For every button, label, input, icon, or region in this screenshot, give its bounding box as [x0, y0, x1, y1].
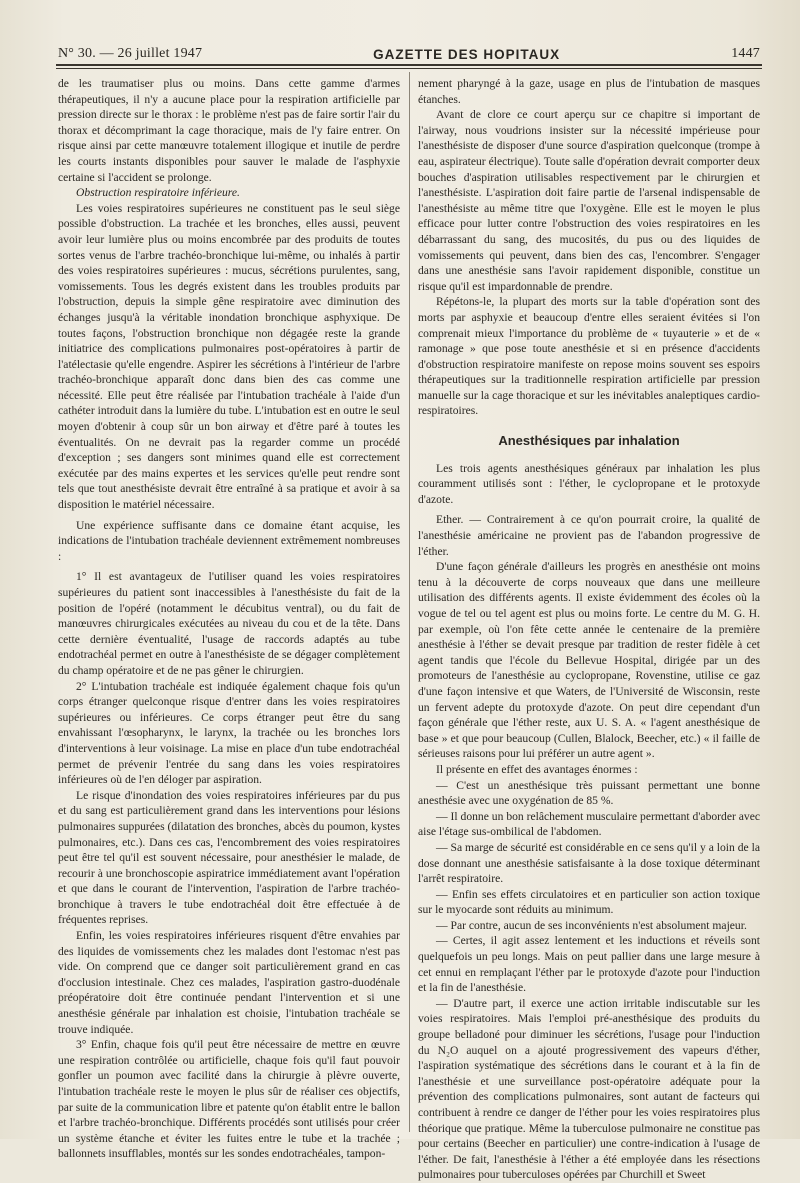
paragraph: Le risque d'inondation des voies respiratoires inférieures par du pus et du sang est particulièrement grand dans les interventions pour lésions pulmonaires suppurées (dilatation des bronches, abcès du poumon, kystes pulmonaires, etc.). Dans ces cas, l'encombrement des voies respiratoires peut être tel qu'il est souvent nécessaire, pour anesthésier le malade, de recourir à une bronchoscopie aspiratrice immédiatement avant l'opération et que dans le courant de l'intervention, l'aspiration de l'arbre trachéo-bronchique à travers le tube endotrachéal doit être effectuée à de fréquentes reprises.	[58, 788, 400, 927]
paragraph: Il présente en effet des avantages énormes :	[436, 762, 638, 776]
paragraph: Les trois agents anesthésiques généraux par inhalation les plus couramment utilisés sont : l'éther, le cyclopropane et le protoxyde d'azote.	[418, 461, 760, 506]
list-item: — D'autre part, il exerce une action irritable indiscutable sur les voies respiratoires. Mais l'emploi pré-anesthésique des produits du groupe belladoné pour diminuer les sécrétions, l'usage pour l'induction du N₂O auquel on a ajouté progressivement des vapeurs d'éther, l'aspiration systématique des sécrétions dans le courant et à la fin de l'anesthésie et une surveillance post-opératoire adéquate pour la prévention des complications pulmonaires, sont autant de facteurs qui contribuent à rendre ce danger de l'éther pour les voies respiratoires plus théorique que pratique. Même la tuberculose pulmonaire ne constitue pas pour certains (Beecher en particulier) une contre-indication à l'usage de l'éther. De fait, l'anesthésie à l'éther a été employée dans les résections pulmonaires pour tuberculoses opérées par Churchill et Sweet	[418, 996, 760, 1182]
column-divider	[409, 72, 410, 1132]
paragraph: Une expérience suffisante dans ce domaine étant acquise, les indications de l'intubation trachéale deviennent extrêmement nombreuses :	[58, 518, 400, 563]
paragraph: Enfin, les voies respiratoires inférieures risquent d'être envahies par des liquides de vomissements chez les malades dont l'estomac n'est pas vide. On comprend que ce danger soit particulièrement grand en cas d'occlusion intestinale. Chez ces malades, l'aspiration gastro-duodénale préopératoire doit être continuée pendant l'intervention et si une anesthésie générale par inhalation est choisie, l'intubation trachéale se trouve indiquée.	[58, 929, 400, 1036]
journal-title: GAZETTE DES HOPITAUX	[373, 47, 561, 62]
paragraph: Les voies respiratoires supérieures ne constituent pas le seul siège possible d'obstruction. La trachée et les bronches, elles aussi, peuvent avoir leur lumière plus ou moins encombrée par des produits de toutes sortes venus de l'arbre trachéo-bronchique lui-même, ou inhalés à partir des voies respiratoires supérieures : mucus, sécrétions purulentes, sang, vomissements. Tous les degrés existent dans les troubles produits par l'obstruction, depuis la simple gêne respiratoire avec diminution des échanges jusqu'à la véritable inondation bronchique asphyxique. De toutes façons, l'obstruction bronchique non dégagée reste la grande initiatrice des complications pulmonaires post-opératoires à partir de l'atélectasie qu'elle engendre. Aspirer les sécrétions à l'intérieur de l'arbre trachéo-bronchique apparaît donc dans bien des cas comme une nécessité. Elle peut être réalisée par l'intubation trachéale à l'aide d'un cathéter introduit dans la lumière du tube. L'intubation est en outre le seul moyen d'obtenir à coup sûr un bon airway et d'être paré à toutes les éventualités. On ne devrait pas la regarder comme un procédé d'exception ; ses dangers sont minimes quand elle est correctement exécutée par des mains expertes et les services qu'elle peut rendre sont tels que tout anesthésiste devrait être entraîné à sa pratique et avoir à sa disposition le matériel nécessaire.	[58, 201, 400, 512]
paragraph: 2° L'intubation trachéale est indiquée également chaque fois qu'un corps étranger quelconque risque d'entrer dans les voies respiratoires supérieures ou inférieures. Ce corps étranger peut être du sang envahissant l'œsopharynx, le larynx, la trachée ou les bronches lors d'interventions à leur voisinage. La mise en place d'un tube endotrachéal permet de prévenir l'entrée du sang dans les voies respiratoires inférieures où de l'en déloger par aspiration.	[58, 679, 400, 787]
right-column	[418, 76, 760, 1182]
section-title: Anesthésiques par inhalation	[498, 433, 680, 449]
list-item: — Sa marge de sécurité est considérable en ce sens qu'il y a loin de la dose donnant une anesthésie satisfaisante à la dose toxique déterminant l'arrêt respiratoire.	[418, 840, 760, 886]
paragraph: de les traumatiser plus ou moins. Dans cette gamme d'armes thérapeutiques, il n'y a aucune place pour la respiration artificielle par pression directe sur le thorax : le problème n'est pas de faire sortir l'air du thorax et décomprimant la cage thoracique, mais de l'y faire entrer. On risque ainsi par cette manœuvre totalement illogique et inutile de perdre les courts instants disponibles pour sauver le malade de l'asphyxie certaine si l'accident se prolonge.	[58, 77, 400, 184]
header-rule-thin	[56, 68, 762, 69]
page-number: 1447	[731, 46, 760, 61]
paragraph: 3° Enfin, chaque fois qu'il peut être nécessaire de mettre en œuvre une respiration contrôlée ou artificielle, chaque fois qu'il faut pouvoir gonfler un poumon avec facilité dans la chirurgie à plèvre ouverte, l'intubation trachéale reste le moyen le plus sûr de réaliser ces objectifs, par suite de la communication libre et patente qu'on établit entre le ballon et l'arbre trachéo-bronchique. Différents procédés sont utilisés pour créer un système étanche et éviter les fuites entre le tube et la trachée ; ballonnets insufflables, montés sur les sondes endotrachéales, tampon-	[58, 1038, 400, 1161]
paragraph: nement pharyngé à la gaze, usage en plus de l'intubation de masques étanches.	[418, 77, 760, 106]
header-rule	[56, 64, 762, 66]
paragraph: Ether. — Contrairement à ce qu'on pourrait croire, la qualité de l'anesthésie américaine ne provient pas de l'abandon progressive de l'éther.	[418, 513, 760, 558]
paragraph: Avant de clore ce court aperçu sur ce chapitre si important de l'airway, nous voudrions insister sur la nécessité impérieuse pour l'anesthésiste de disposer d'une source d'aspiration quelconque (trompe à eau, aspirateur électrique). Toute salle d'opération devrait comporter deux bouches d'aspiration utilisables respectivement par le chirurgien et l'anesthésiste. L'aspiration doit faire partie de l'arsenal indispensable de l'anesthésiste au même titre que l'oxygène. Elle est le moyen le plus efficace pour lutter contre l'obstruction des voies respiratoires en les débarrassant du sang, des mucosités, du pus ou des liquides de vomissements qui peuvent, dans bien des cas, l'encombrer. S'engager dans une anesthésie sans l'avoir rapidement disponible, constitue un risque qu'il est impardonnable de prendre.	[418, 108, 760, 293]
list-item: — C'est un anesthésique très puissant permettant une bonne anesthésie avec une oxygénation de 85 %.	[418, 778, 760, 808]
issue-info: N° 30. — 26 juillet 1947	[58, 46, 203, 61]
list-item: — Certes, il agit assez lentement et les inductions et réveils sont quelquefois un peu longs. Mais on peut pallier dans une large mesure à cet ennui en remplaçant l'éther par le protoxyde d'azote pour l'induction et la fin de l'anesthésie.	[418, 934, 760, 995]
list-item: — Par contre, aucun de ses inconvénients n'est absolument majeur.	[436, 918, 747, 932]
left-column	[58, 76, 400, 1161]
subheading: Obstruction respiratoire inférieure.	[76, 186, 240, 200]
paragraph: Répétons-le, la plupart des morts sur la table d'opération sont des morts par asphyxie et beaucoup d'entre elles seraient évitées si l'on comprenait mieux l'importance du problème de « tuyauterie » et de « ramonage » que pose toute anesthésie et si en présence d'accidents d'obstruction respiratoire manifeste on repose moins souvent ses espoirs thérapeutiques sur la traditionnelle respiration artificielle par pression manuelle sur la cage thoracique et sur les inévitables analeptiques cardio-respiratoires.	[418, 295, 760, 418]
paragraph: D'une façon générale d'ailleurs les progrès en anesthésie ont moins tenu à la découverte de corps nouveaux que dans une meilleure utilisation des différents agents. Il existe évidemment des écoles où la vogue de tel ou tel agent est plus ou moins forte. Le centre du M. G. H. par exemple, où l'on fête cette année le centenaire de la première anesthésie à l'éther se devait presque par tradition de rester fidèle à cet agent tandis que l'école du Bellevue Hospital, dirigée par un des promoteurs de l'anesthésie au cyclopropane, Rovenstine, utilise ce gaz d'une façon intensive et que Waters, de l'Université de Wisconsin, reste un fervent adepte du protoxyde d'azote. On peut dire cependant d'un façon générale que l'éther reste, aux U. S. A. « l'agent anesthésique de base » et que pour beaucoup (Cullen, Blalock, Beecher, etc.) « il faille de sérieuses raisons pour lui préférer un autre agent ».	[418, 560, 760, 761]
list-item: — Il donne un bon relâchement musculaire permettant d'aborder avec aise l'étage sus-ombilical de l'abdomen.	[418, 809, 760, 839]
paragraph: 1° Il est avantageux de l'utiliser quand les voies respiratoires supérieures du patient sont inaccessibles à l'anesthésiste du fait de la position de l'opéré (notamment le décubitus ventral), ou du fait de manœuvres chirurgicales exécutées au niveau du cou et de la tête. Dans cette dernière éventualité, l'usage de raccords adaptés au tube endotrachéal permet en outre à l'anesthésiste de se dégager complètement du champ opératoire et de ne pas gêner le chirurgien.	[58, 570, 400, 677]
page-header	[58, 40, 760, 62]
list-item: — Enfin ses effets circulatoires et en particulier son action toxique sur le myocarde sont réduits au minimum.	[418, 887, 760, 917]
